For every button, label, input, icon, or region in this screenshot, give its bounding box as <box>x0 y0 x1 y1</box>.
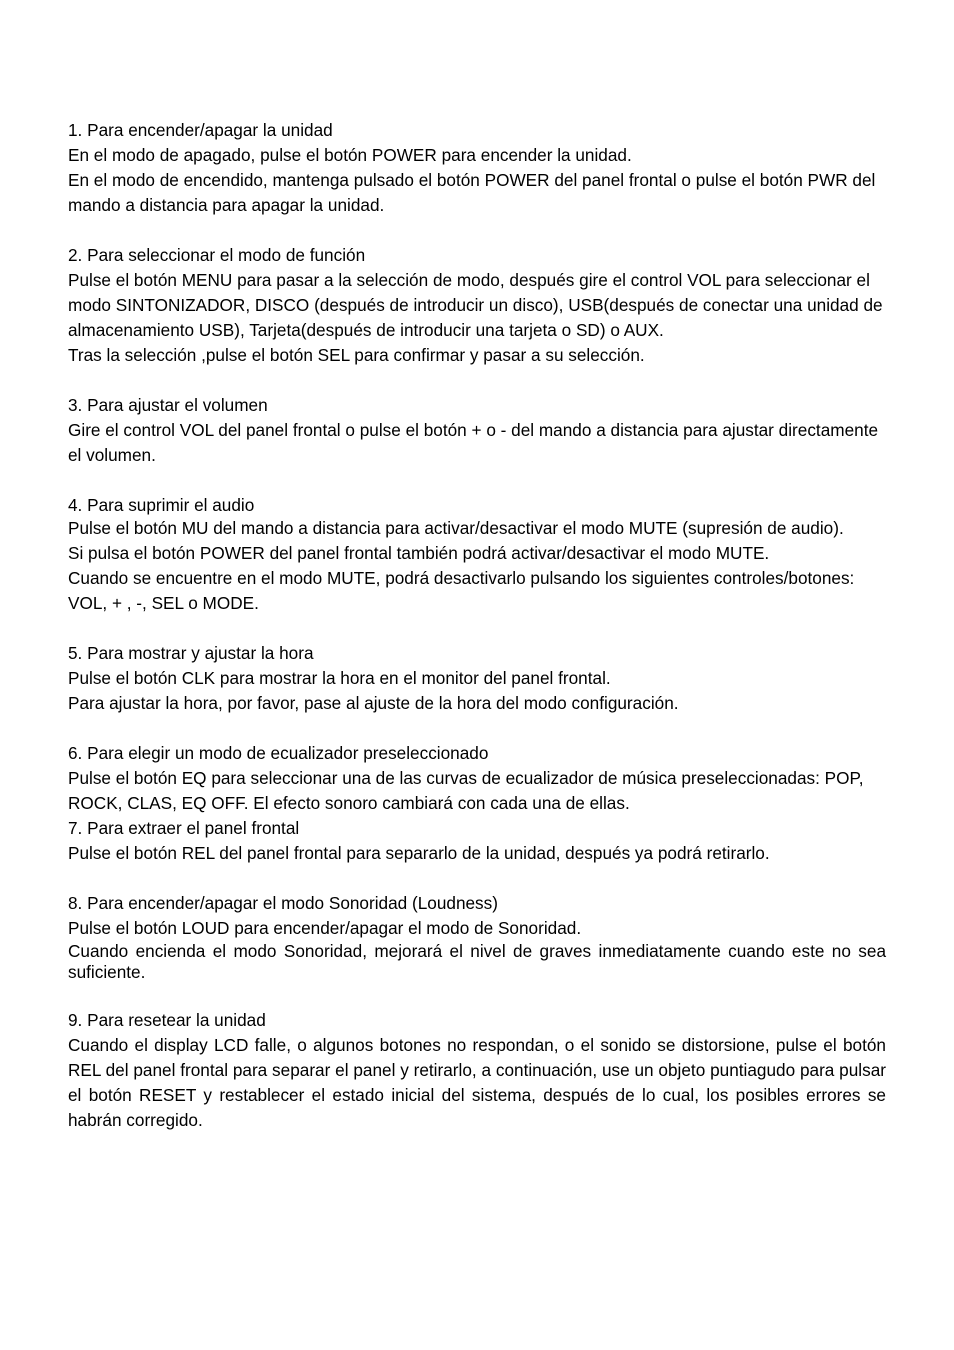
section-paragraph: En el modo de encendido, mantenga pulsado el botón POWER del panel frontal o pulse el botón PWR del mando a distancia para apagar la unidad. <box>68 170 876 215</box>
section-equalizer <box>68 741 886 816</box>
section-heading: 5. Para mostrar y ajustar la hora <box>68 643 314 663</box>
section-heading: 7. Para extraer el panel frontal <box>68 818 300 838</box>
section-paragraph: Pulse el botón EQ para seleccionar una de las curvas de ecualizador de música preseleccionadas: POP, ROCK, CLAS, EQ OFF. El efecto sonoro cambiará con cada una de ellas. <box>68 768 864 813</box>
document-page <box>68 118 886 1158</box>
section-paragraph: En el modo de apagado, pulse el botón POWER para encender la unidad. <box>68 145 632 165</box>
section-loudness <box>68 891 886 983</box>
section-heading: 9. Para resetear la unidad <box>68 1010 266 1030</box>
section-paragraph: Cuando encienda el modo Sonoridad, mejorará el nivel de graves inmediatamente cuando este no sea suficiente. <box>68 941 886 982</box>
section-paragraph: Pulse el botón REL del panel frontal para separarlo de la unidad, después ya podrá retirarlo. <box>68 843 770 863</box>
section-heading: 2. Para seleccionar el modo de función <box>68 245 366 265</box>
section-paragraph: Gire el control VOL del panel frontal o pulse el botón + o - del mando a distancia para ajustar directamente el volumen. <box>68 420 879 465</box>
section-mute <box>68 493 886 616</box>
section-paragraph: Pulse el botón LOUD para encender/apagar el modo de Sonoridad. <box>68 918 582 938</box>
section-paragraph: Cuando se encuentre en el modo MUTE, podrá desactivarlo pulsando los siguientes controles/botones: VOL, + , -, SEL o MODE. <box>68 568 855 613</box>
section-paragraph: Pulse el botón MU del mando a distancia para activar/desactivar el modo MUTE (supresión de audio). <box>68 518 844 538</box>
section-heading: 3. Para ajustar el volumen <box>68 395 268 415</box>
section-paragraph: Para ajustar la hora, por favor, pase al ajuste de la hora del modo configuración. <box>68 693 679 713</box>
section-heading: 1. Para encender/apagar la unidad <box>68 120 333 140</box>
section-reset <box>68 1008 886 1133</box>
section-front-panel <box>68 816 886 866</box>
section-paragraph: Pulse el botón CLK para mostrar la hora en el monitor del panel frontal. <box>68 668 611 688</box>
section-heading: 8. Para encender/apagar el modo Sonoridad (Loudness) <box>68 893 498 913</box>
section-heading: 4. Para suprimir el audio <box>68 495 255 515</box>
section-paragraph: Pulse el botón MENU para pasar a la selección de modo, después gire el control VOL para seleccionar el modo SINTONIZADOR, DISCO (después de introducir un disco), USB(después de conectar una unidad de almacenamiento USB), Tarjeta(después de introducir una tarjeta o SD) o AUX. <box>68 270 883 340</box>
section-volume <box>68 393 886 468</box>
section-power <box>68 118 886 218</box>
section-paragraph: Si pulsa el botón POWER del panel frontal también podrá activar/desactivar el modo MUTE. <box>68 543 770 563</box>
section-heading: 6. Para elegir un modo de ecualizador preseleccionado <box>68 743 489 763</box>
section-paragraph: Tras la selección ,pulse el botón SEL para confirmar y pasar a su selección. <box>68 345 645 365</box>
section-paragraph: Cuando el display LCD falle, o algunos botones no respondan, o el sonido se distorsione, pulse el botón REL del panel frontal para separar el panel y retirarlo, a continuación, use un objeto puntiagudo para pulsar el botón RESET y restablecer el estado inicial del sistema, después de lo cual, los posibles errores se habrán corregido. <box>68 1035 886 1130</box>
section-clock <box>68 641 886 716</box>
section-mode-select <box>68 243 886 368</box>
